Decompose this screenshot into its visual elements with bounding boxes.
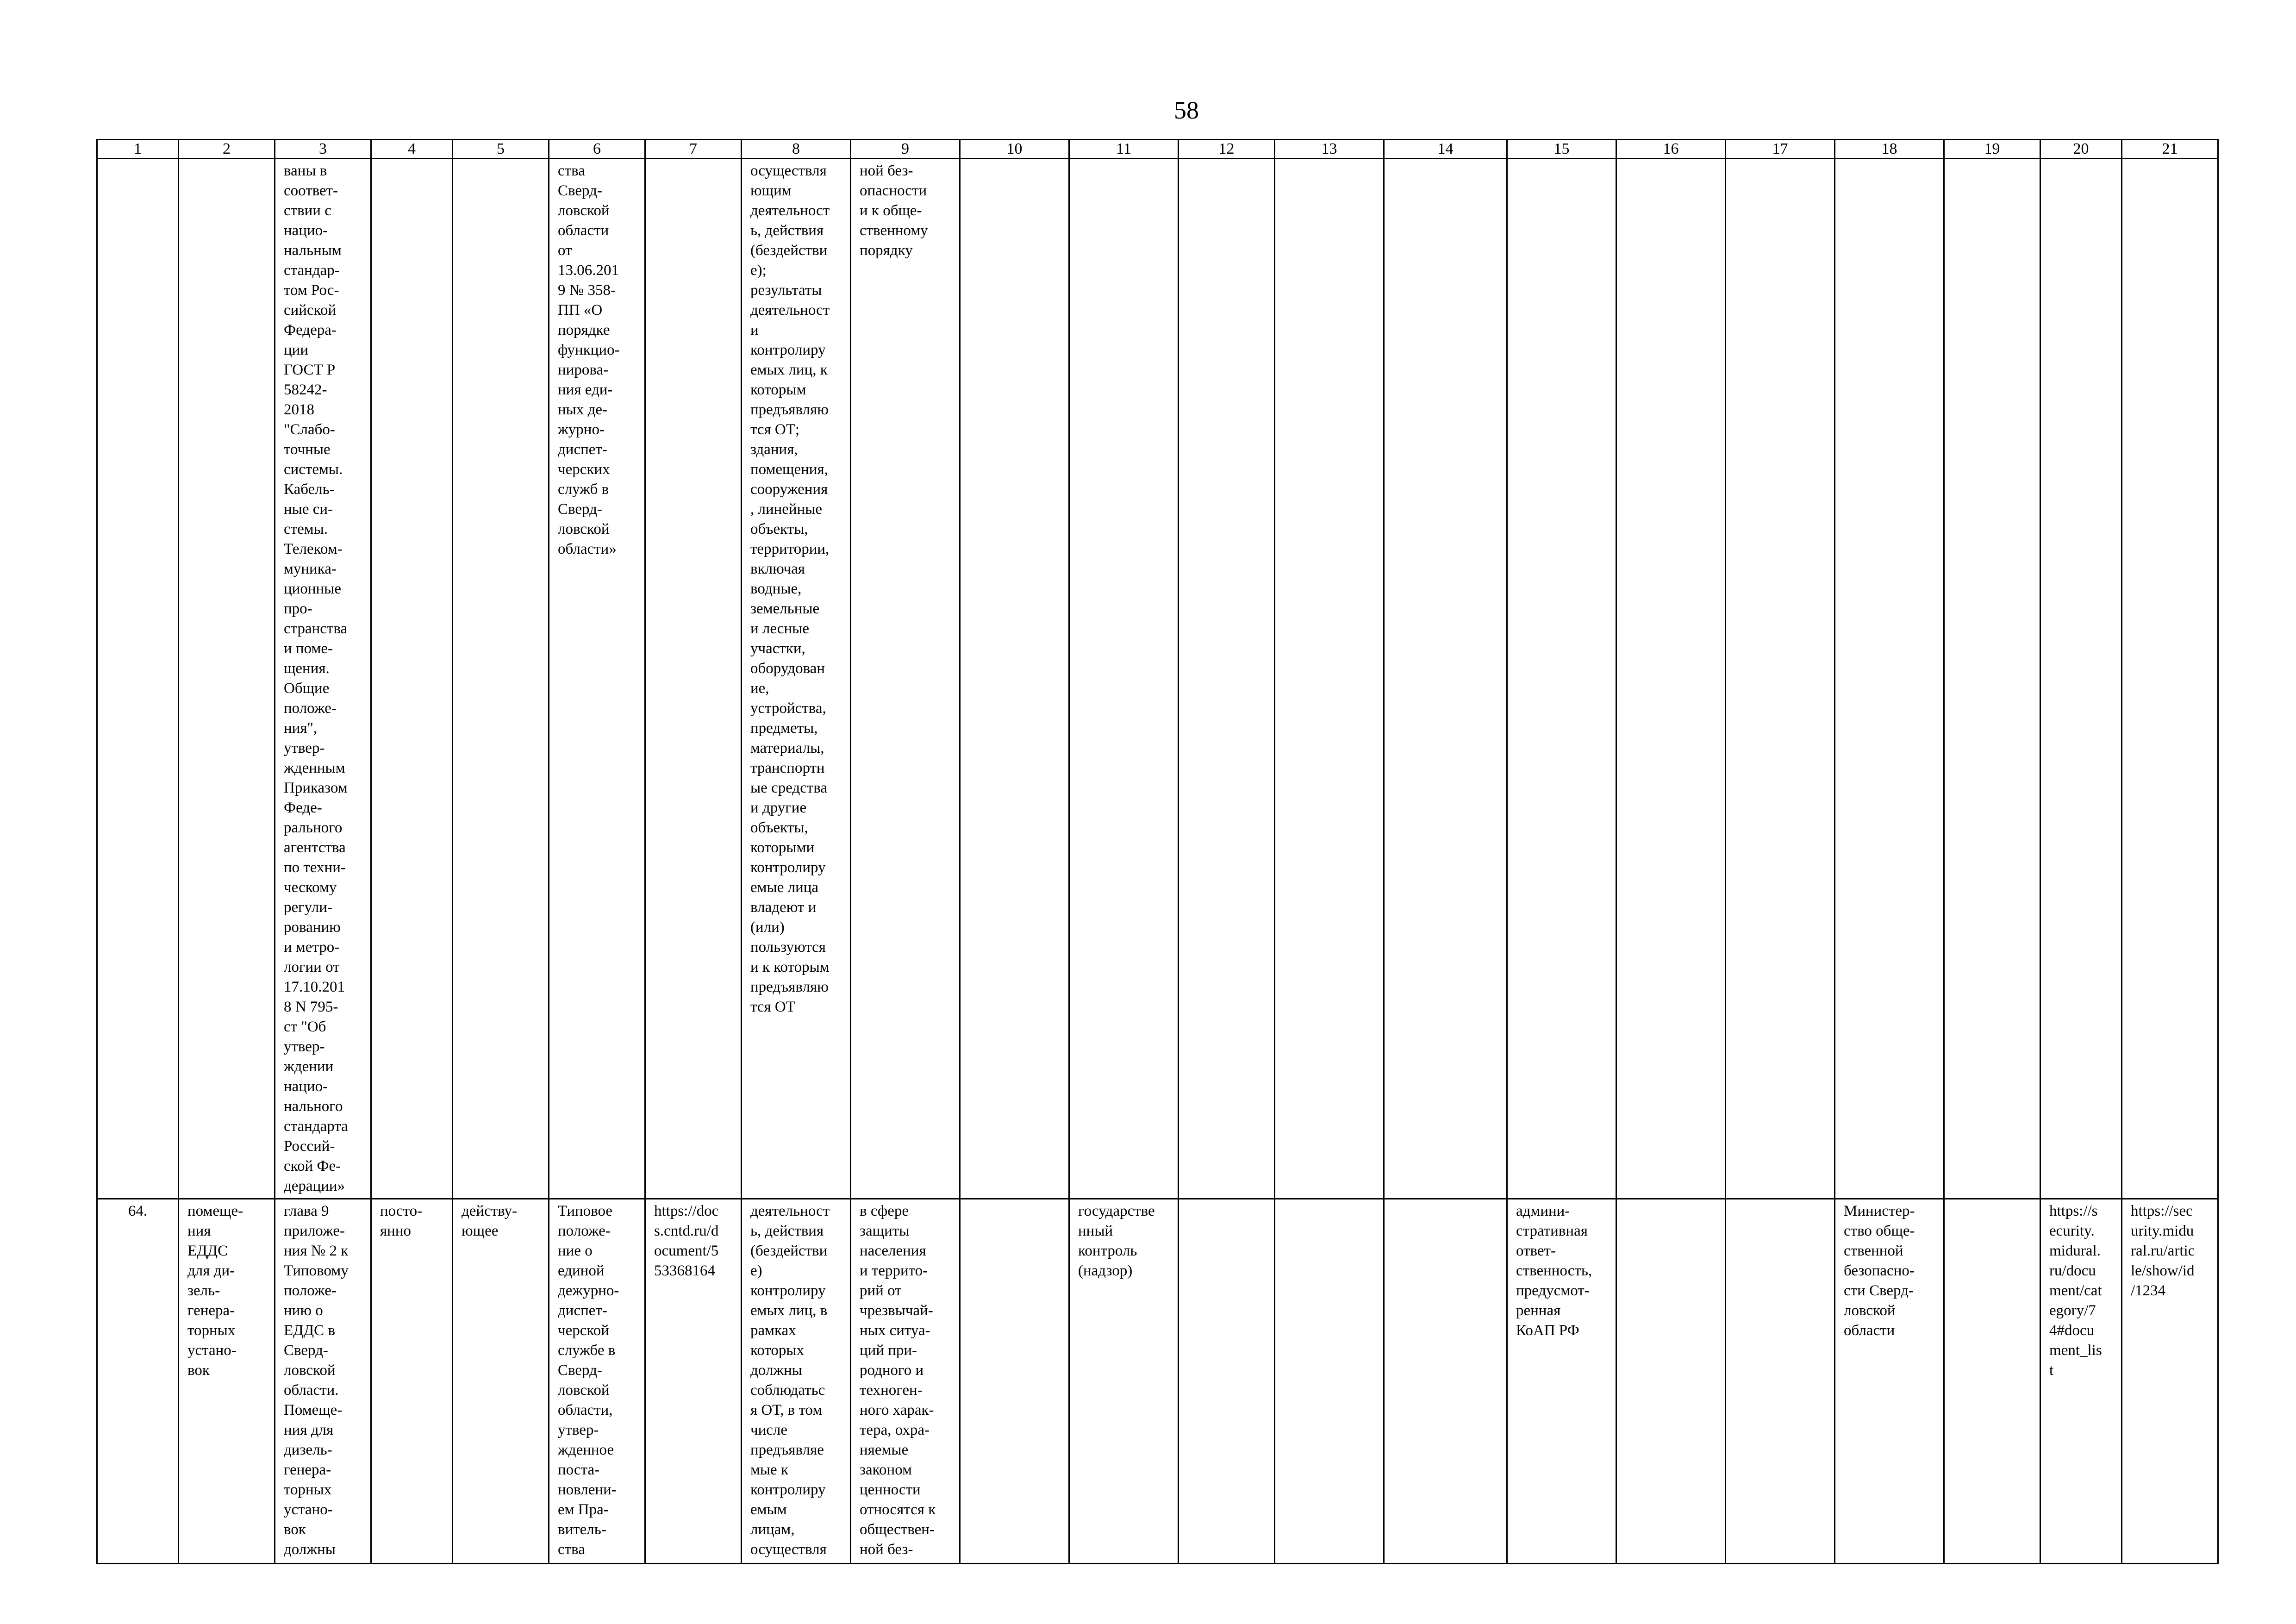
column-number: 14 [1384,140,1507,159]
table-cell: Министер- ство обще- ственной безопасно- сти Сверд- ловской области [1835,1199,1944,1564]
table-cell: посто- янно [371,1199,453,1564]
column-number: 10 [960,140,1069,159]
table-cell [1616,1199,1726,1564]
table-cell: ной без- опасности и к обще- ственному порядку [851,159,960,1199]
column-number-row [97,140,2218,159]
table-cell: https://sec urity.midu ral.ru/artic le/show/id /1234 [2122,1199,2218,1564]
table-cell [97,159,179,1199]
column-number: 11 [1069,140,1179,159]
column-number: 4 [371,140,453,159]
table-cell: глава 9 приложе- ния № 2 к Типовому положе- нию о ЕДДС в Сверд- ловской области. Помеще- ния для дизель- генера- торных устано- вок должны [275,1199,371,1564]
table-cell: Типовое положе- ние о единой дежурно- диспет- черской службе в Сверд- ловской области, утвер- жденное поста- новлени- ем Пра- витель- ства [549,1199,645,1564]
column-number: 8 [742,140,851,159]
table-cell: государстве нный контроль (надзор) [1069,1199,1179,1564]
table-cell [179,159,275,1199]
table-cell [371,159,453,1199]
table-row [97,159,2218,1199]
table-cell [960,1199,1069,1564]
table-cell: в сфере защиты населения и террито- рий от чрезвычай- ных ситуа- ций при- родного и техноген- ного харак- тера, охра- няемые законом ценности относятся к обществен- ной без- [851,1199,960,1564]
column-number: 2 [179,140,275,159]
column-number: 19 [1944,140,2040,159]
table-cell: помеще- ния ЕДДС для ди- зель- генера- торных устано- вок [179,1199,275,1564]
table-cell [1384,1199,1507,1564]
column-number: 7 [645,140,742,159]
table-cell [1179,1199,1275,1564]
column-number: 9 [851,140,960,159]
table-cell [1275,159,1384,1199]
table-cell [2040,159,2122,1199]
table-cell: ваны в соответ- ствии с нацио- нальным стандар- том Рос- сийской Федера- ции ГОСТ Р 58242- 2018 "Слабо- точные системы. Кабель- ные си- стемы. Телеком- муника- ционные про- странства и поме- щения. Общие положе- ния", утвер- жденным Приказом Феде- рального агентства по техни- ческому регули- рованию и метро- логии от 17.10.201 8 N 795- ст "Об утвер- ждении нацио- нального стандарта Россий- ской Фе- дерации» [275,159,371,1199]
table-cell [1944,1199,2040,1564]
column-number: 21 [2122,140,2218,159]
column-number: 15 [1507,140,1616,159]
column-number: 12 [1179,140,1275,159]
table-cell [1507,159,1616,1199]
table-cell: действу- ющее [453,1199,549,1564]
table-cell: https://doc s.cntd.ru/d ocument/5 53368164 [645,1199,742,1564]
column-number: 17 [1726,140,1835,159]
table-cell [453,159,549,1199]
column-number: 16 [1616,140,1726,159]
column-number: 3 [275,140,371,159]
table-cell: https://s ecurity. midural. ru/docu ment/cat egory/7 4#docu ment_lis t [2040,1199,2122,1564]
column-number: 5 [453,140,549,159]
table-cell [1835,159,1944,1199]
column-number: 13 [1275,140,1384,159]
column-number: 1 [97,140,179,159]
page-number: 58 [1174,96,1199,124]
table-cell [1726,1199,1835,1564]
table-cell [1179,159,1275,1199]
table-cell: деятельност ь, действия (бездействи е) контролиру емых лиц, в рамках которых должны соблюдатьс я ОТ, в том числе предъявляе мые к контролиру емым лицам, осуществля [742,1199,851,1564]
column-number: 6 [549,140,645,159]
table-cell [645,159,742,1199]
table-row [97,1199,2218,1564]
table-cell: ства Сверд- ловской области от 13.06.201 9 № 358- ПП «О порядке функцио- нирова- ния еди- ных де- журно- диспет- черских служб в Сверд- ловской области» [549,159,645,1199]
table-cell [1275,1199,1384,1564]
row-number: 64. [97,1199,179,1564]
table-cell: админи- стративная ответ- ственность, предусмот- ренная КоАП РФ [1507,1199,1616,1564]
table-cell [1726,159,1835,1199]
column-number: 20 [2040,140,2122,159]
table-cell [1069,159,1179,1199]
table-cell [960,159,1069,1199]
registry-table [96,139,2219,1564]
table-cell [1616,159,1726,1199]
table-cell [2122,159,2218,1199]
column-number: 18 [1835,140,1944,159]
table-cell [1384,159,1507,1199]
table-cell [1944,159,2040,1199]
table-cell: осуществля ющим деятельност ь, действия (бездействи е); результаты деятельност и контролиру емых лиц, к которым предъявляю тся ОТ; здания, помещения, сооружения , линейные объекты, территории, включая водные, земельные и лесные участки, оборудован ие, устройства, предметы, материалы, транспортн ые средства и другие объекты, которыми контролиру емые лица владеют и (или) пользуются и к которым предъявляю тся ОТ [742,159,851,1199]
